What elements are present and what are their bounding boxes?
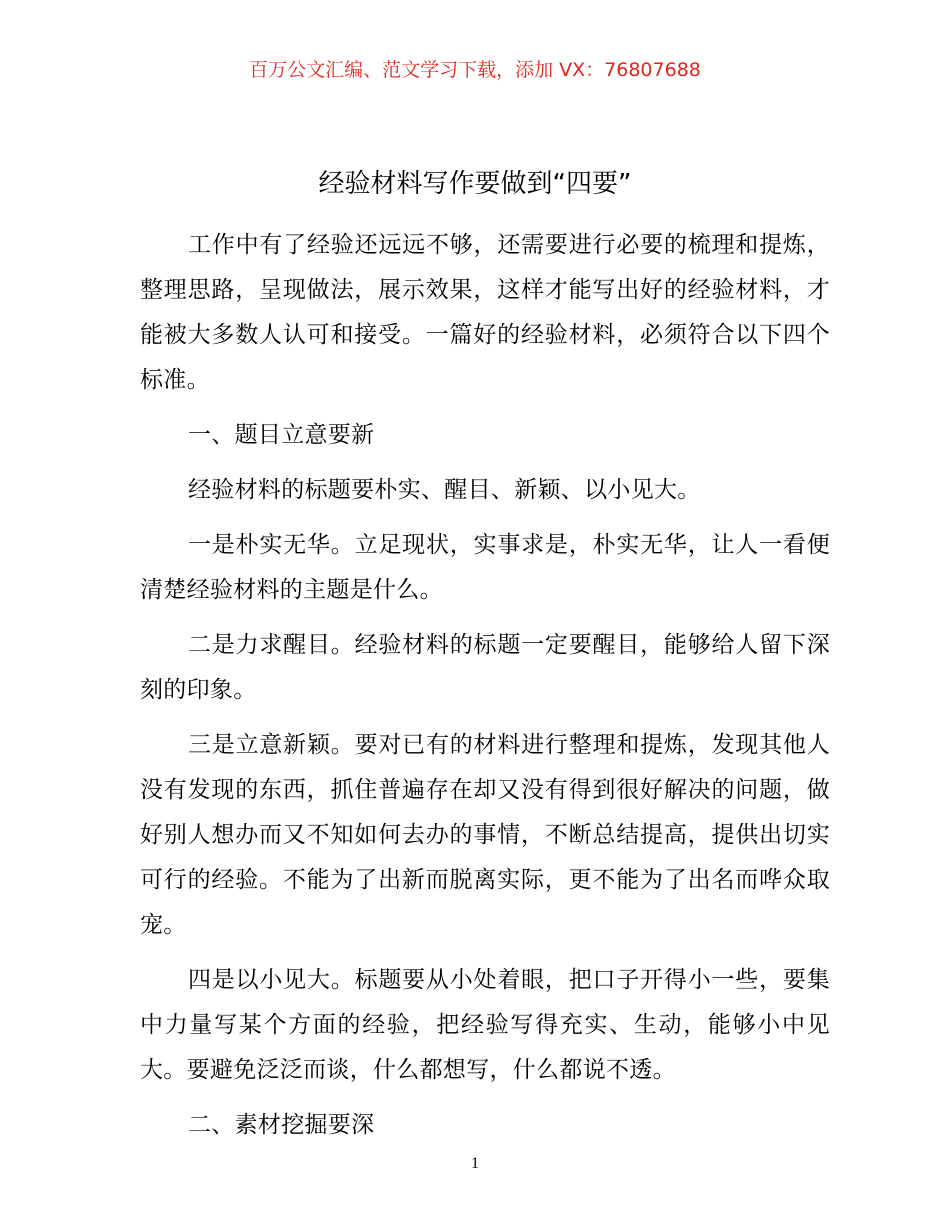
body-paragraph: 二是力求醒目。经验材料的标题一定要醒目，能够给人留下深刻的印象。 <box>140 632 830 703</box>
document-title: 经验材料写作要做到“四要” <box>318 169 632 199</box>
header-promo-note: 百万公文汇编、范文学习下载，添加 VX：76807688 <box>249 59 701 81</box>
body-paragraph: 四是以小见大。标题要从小处着眼，把口子开得小一些，要集中力量写某个方面的经验，把经验写得充实、生动，能够小中见大。要避免泛泛而谈，什么都想写，什么都说不透。 <box>140 967 830 1083</box>
document-body <box>140 223 830 1158</box>
body-paragraph: 三是立意新颖。要对已有的材料进行整理和提炼，发现其他人没有发现的东西，抓住普遍存在却又没有得到很好解决的问题，做好别人想办而又不知如何去办的事情，不断总结提高，提供出切实可行的经验。不能为了出新而脱离实际，更不能为了出名而哗众取宠。 <box>140 732 830 938</box>
section-heading-2: 二、素材挖掘要深 <box>188 1112 375 1138</box>
body-paragraph: 一是朴实无华。立足现状，实事求是，朴实无华，让人一看便清楚经验材料的主题是什么。 <box>140 532 830 603</box>
body-paragraph: 经验材料的标题要朴实、醒目、新颖、以小见大。 <box>188 477 701 503</box>
page-number: 1 <box>471 1155 479 1172</box>
section-heading-1: 一、题目立意要新 <box>188 422 375 448</box>
body-paragraph-intro: 工作中有了经验还远远不够，还需要进行必要的梳理和提炼，整理思路，呈现做法，展示效果，这样才能写出好的经验材料，才能被大多数人认可和接受。一篇好的经验材料，必须符合以下四个标准。 <box>140 232 830 393</box>
